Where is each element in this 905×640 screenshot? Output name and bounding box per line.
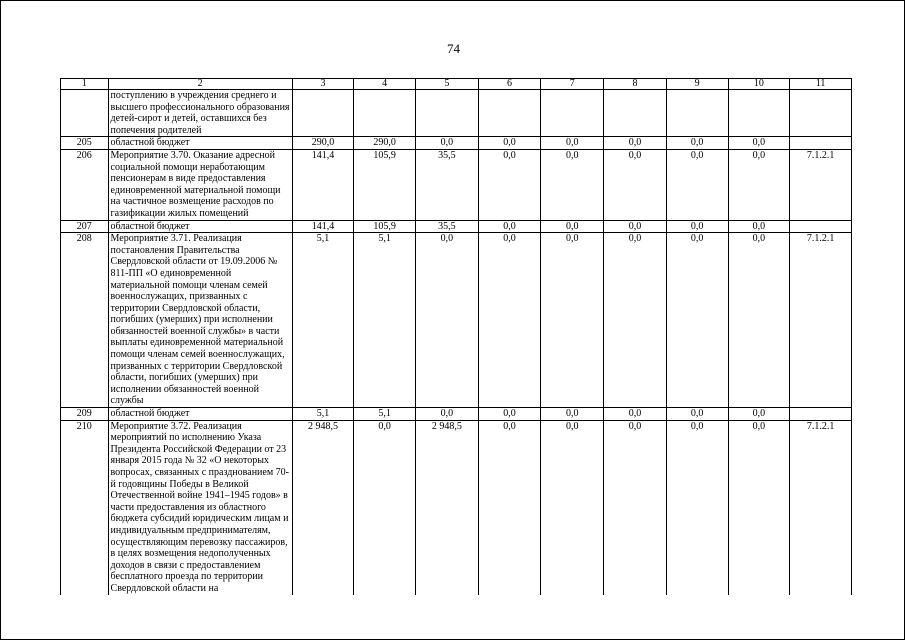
target-indicator-cell [790, 220, 852, 233]
table-row [61, 137, 852, 150]
column-header: 3 [292, 79, 354, 90]
value-cell: 0,0 [604, 408, 667, 421]
row-number: 207 [61, 220, 109, 233]
target-indicator-cell [790, 408, 852, 421]
row-number: 208 [61, 233, 109, 408]
column-header: 8 [604, 79, 667, 90]
row-number: 206 [61, 149, 109, 220]
value-cell: 0,0 [541, 420, 604, 594]
target-indicator-cell [790, 137, 852, 150]
column-header: 5 [416, 79, 479, 90]
value-cell: 0,0 [604, 137, 667, 150]
value-cell: 0,0 [478, 233, 541, 408]
value-cell: 5,1 [292, 233, 354, 408]
value-cell: 290,0 [354, 137, 416, 150]
row-description: областной бюджет [108, 137, 292, 150]
value-cell: 0,0 [604, 149, 667, 220]
value-cell: 0,0 [478, 149, 541, 220]
column-number-header-row [61, 79, 852, 90]
value-cell: 0,0 [604, 220, 667, 233]
value-cell: 290,0 [292, 137, 354, 150]
value-cell: 5,1 [292, 408, 354, 421]
value-cell: 5,1 [354, 233, 416, 408]
value-cell [416, 90, 479, 137]
budget-table [60, 78, 852, 595]
target-indicator-cell: 7.1.2.1 [790, 420, 852, 594]
column-header: 2 [108, 79, 292, 90]
column-header: 1 [61, 79, 109, 90]
value-cell: 141,4 [292, 149, 354, 220]
table-body [61, 90, 852, 595]
value-cell: 35,5 [416, 220, 479, 233]
value-cell [604, 90, 667, 137]
value-cell [666, 90, 728, 137]
row-description: поступлению в учреждения среднего и высшего профессионального образования детей-сирот и детей, оставшихся без попечения родителей [108, 90, 292, 137]
column-header: 10 [728, 79, 790, 90]
value-cell: 0,0 [666, 420, 728, 594]
target-indicator-cell: 7.1.2.1 [790, 149, 852, 220]
table-row [61, 149, 852, 220]
value-cell: 0,0 [541, 408, 604, 421]
column-header: 6 [478, 79, 541, 90]
value-cell: 0,0 [478, 420, 541, 594]
value-cell: 2 948,5 [416, 420, 479, 594]
value-cell: 0,0 [478, 408, 541, 421]
value-cell: 0,0 [666, 149, 728, 220]
value-cell: 0,0 [416, 408, 479, 421]
row-number: 205 [61, 137, 109, 150]
row-description: областной бюджет [108, 408, 292, 421]
value-cell: 141,4 [292, 220, 354, 233]
row-description: областной бюджет [108, 220, 292, 233]
value-cell: 0,0 [541, 233, 604, 408]
value-cell: 0,0 [728, 408, 790, 421]
row-description: Мероприятие 3.70. Оказание адресной социальной помощи неработающим пенсионерам в виде предоставления единовременной материальной помощи на частичное возмещение расходов по газификации жилых помещений [108, 149, 292, 220]
value-cell: 0,0 [541, 137, 604, 150]
value-cell: 0,0 [728, 420, 790, 594]
value-cell: 0,0 [541, 149, 604, 220]
value-cell: 0,0 [604, 233, 667, 408]
value-cell: 0,0 [354, 420, 416, 594]
value-cell: 0,0 [728, 149, 790, 220]
value-cell: 0,0 [416, 137, 479, 150]
value-cell: 0,0 [666, 408, 728, 421]
value-cell: 105,9 [354, 149, 416, 220]
value-cell: 5,1 [354, 408, 416, 421]
value-cell: 0,0 [478, 220, 541, 233]
table-row [61, 408, 852, 421]
page-number: 74 [447, 41, 460, 56]
table-row [61, 233, 852, 408]
table-row [61, 90, 852, 137]
column-header: 11 [790, 79, 852, 90]
target-indicator-cell [790, 90, 852, 137]
value-cell: 0,0 [541, 220, 604, 233]
value-cell [541, 90, 604, 137]
value-cell: 35,5 [416, 149, 479, 220]
value-cell: 0,0 [728, 220, 790, 233]
row-number: 210 [61, 420, 109, 594]
value-cell [728, 90, 790, 137]
row-description: Мероприятие 3.71. Реализация постановления Правительства Свердловской области от 19.09.2006 № 811-ПП «О единовременной материальной помощи членам семей военнослужащих, призванных с территории Свердловской области, погибших (умерших) при исполнении обязанностей военной службы» в части выплаты единовременной материальной помощи членам семей военнослужащих, призванных с территории Свердловской области, погибших (умерших) при исполнении обязанностей военной службы [108, 233, 292, 408]
table-row [61, 420, 852, 594]
value-cell [478, 90, 541, 137]
row-number [61, 90, 109, 137]
value-cell: 2 948,5 [292, 420, 354, 594]
row-description: Мероприятие 3.72. Реализация мероприятий по исполнению Указа Президента Российской Федерации от 23 января 2015 года № 32 «О некоторых вопросах, связанных с празднованием 70-й годовщины Победы в Великой Отечественной войне 1941–1945 годов» в части предоставления из областного бюджета субсидий юридическим лицам и индивидуальным предпринимателям, осуществляющим перевозку пассажиров, в целях возмещения недополученных доходов в связи с предоставлением бесплатного проезда по территории Свердловской области на [108, 420, 292, 594]
value-cell: 0,0 [666, 137, 728, 150]
value-cell [292, 90, 354, 137]
value-cell: 0,0 [728, 137, 790, 150]
value-cell [354, 90, 416, 137]
column-header: 9 [666, 79, 728, 90]
value-cell: 0,0 [666, 220, 728, 233]
value-cell: 0,0 [416, 233, 479, 408]
table-row [61, 220, 852, 233]
row-number: 209 [61, 408, 109, 421]
value-cell: 0,0 [666, 233, 728, 408]
value-cell: 105,9 [354, 220, 416, 233]
value-cell: 0,0 [728, 233, 790, 408]
value-cell: 0,0 [478, 137, 541, 150]
column-header: 4 [354, 79, 416, 90]
column-header: 7 [541, 79, 604, 90]
target-indicator-cell: 7.1.2.1 [790, 233, 852, 408]
value-cell: 0,0 [604, 420, 667, 594]
